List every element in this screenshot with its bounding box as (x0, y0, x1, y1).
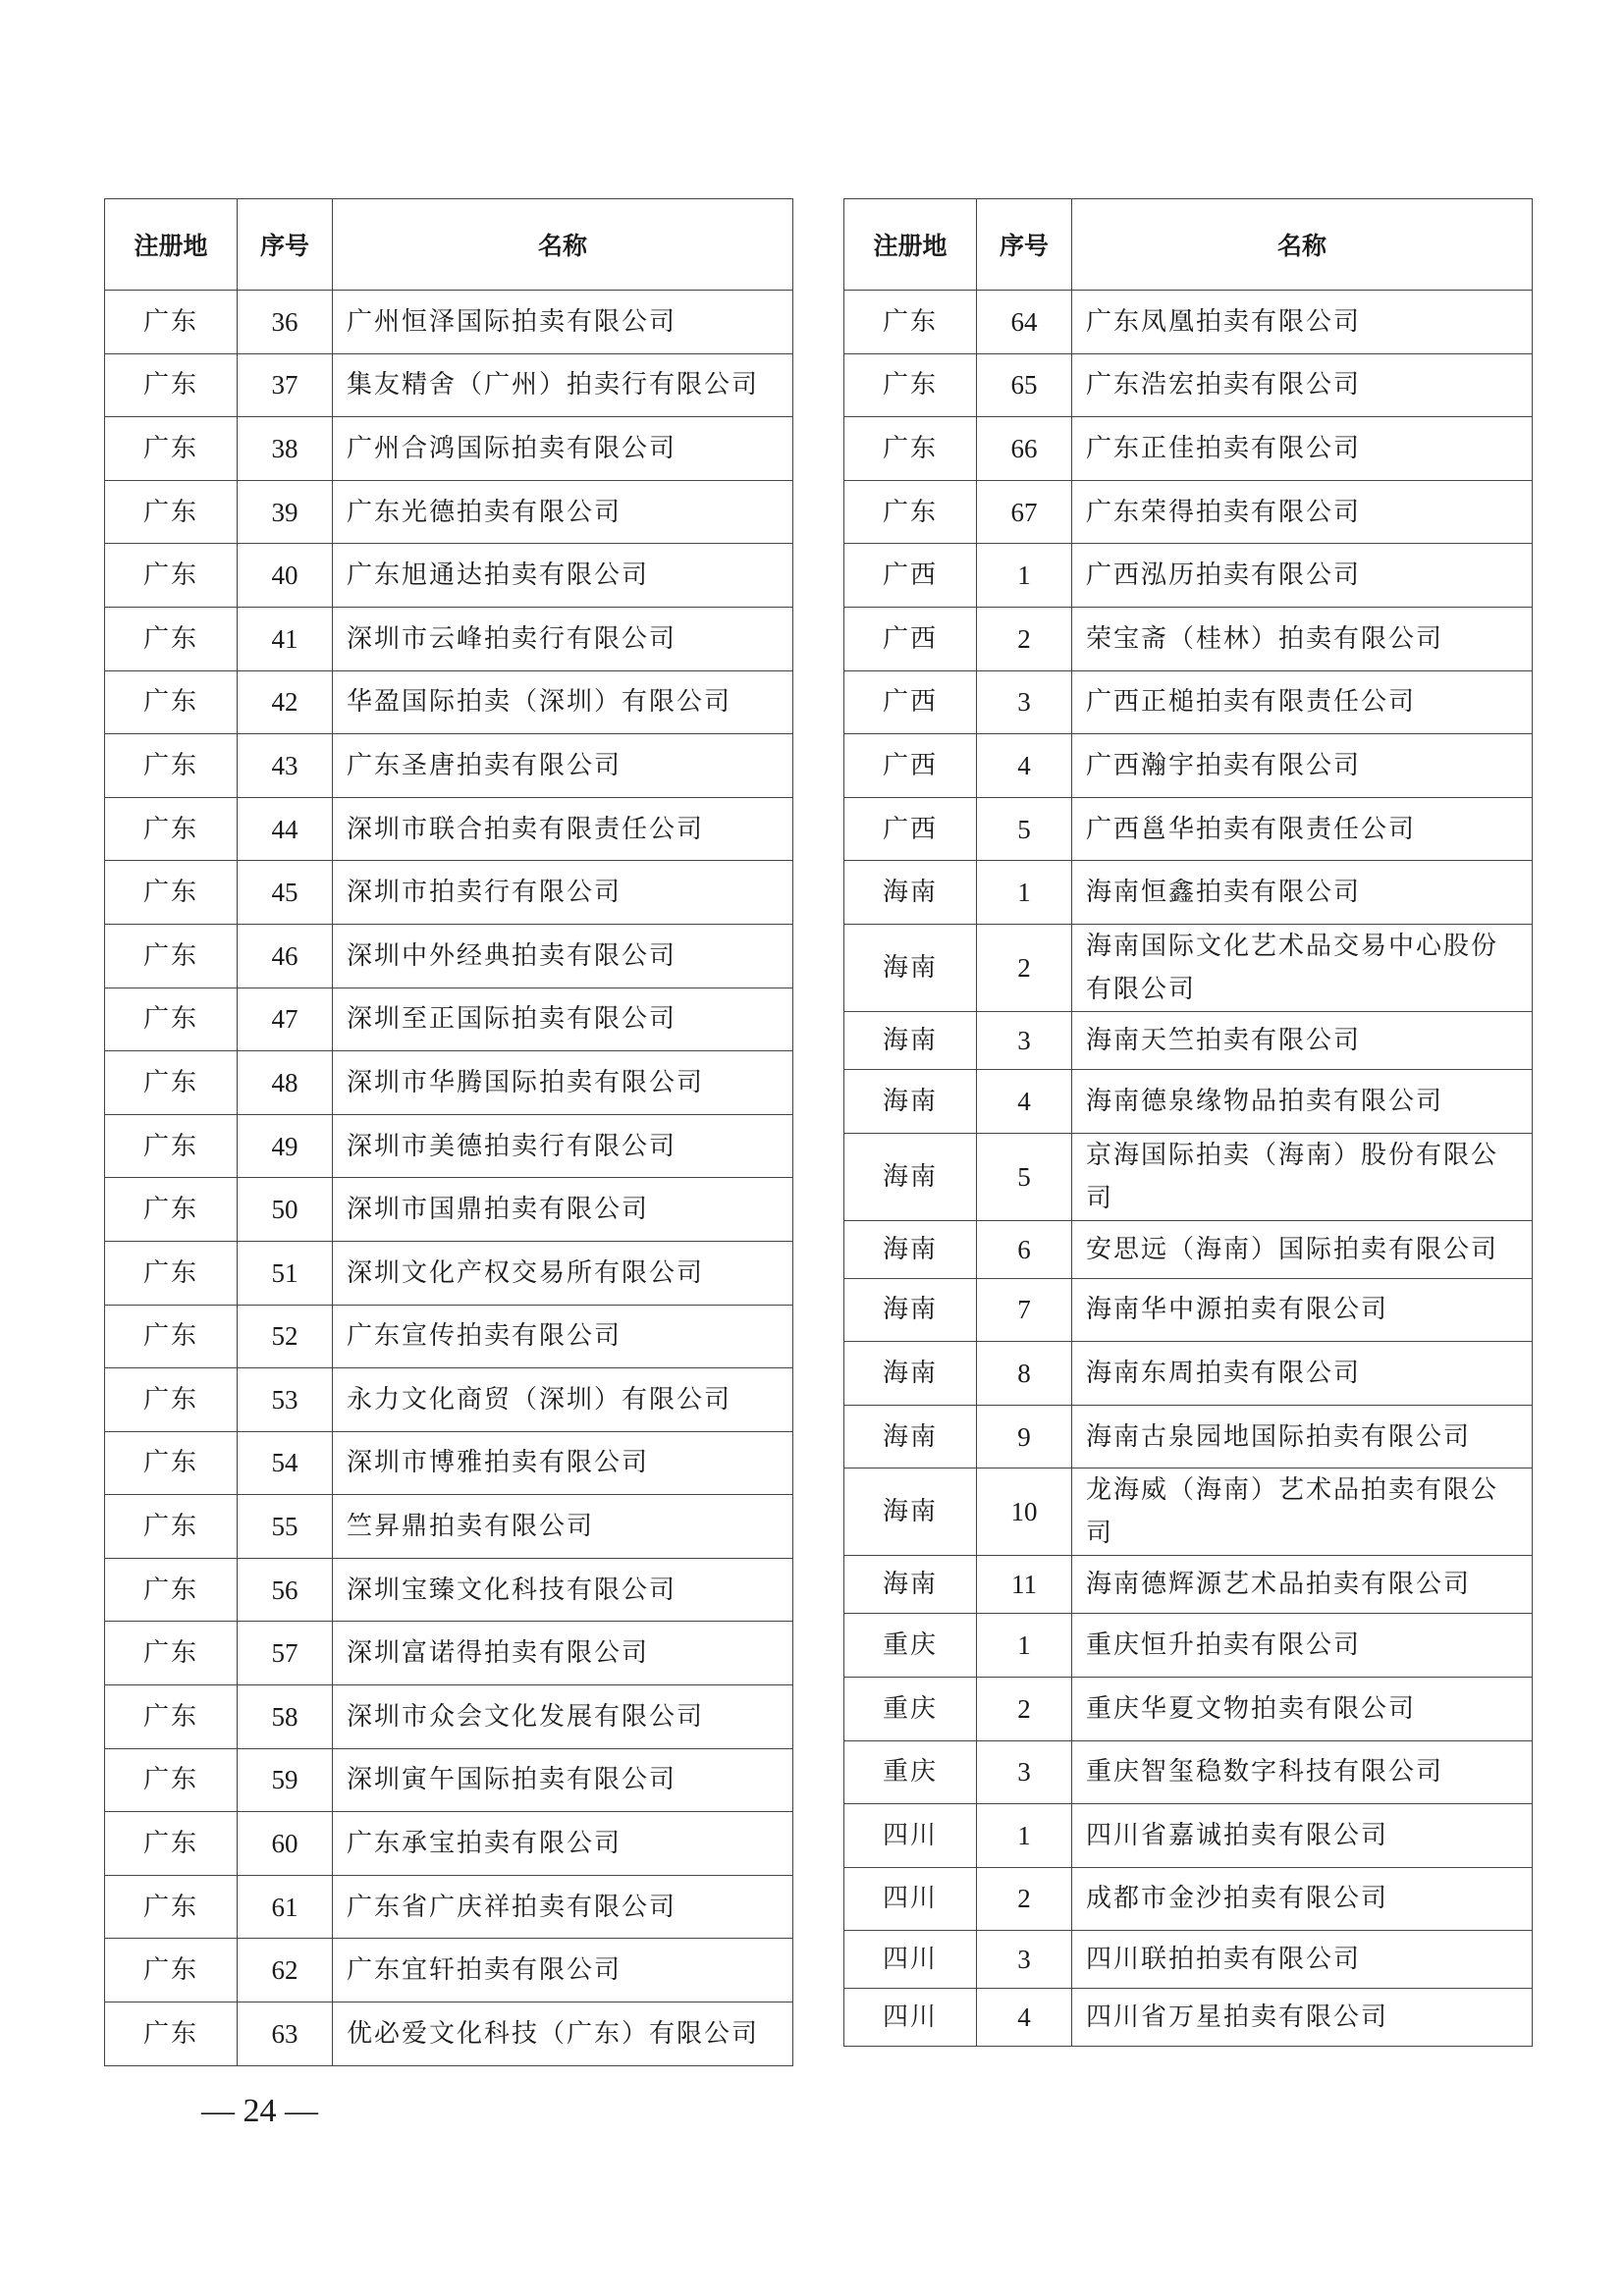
cell-region: 广东 (105, 2002, 238, 2066)
cell-number: 38 (238, 417, 333, 481)
table-row (105, 1051, 793, 1115)
cell-region: 海南 (844, 1133, 977, 1220)
cell-region: 广东 (105, 924, 238, 988)
cell-number: 59 (238, 1748, 333, 1812)
table-row (105, 734, 793, 798)
cell-number: 43 (238, 734, 333, 798)
cell-name: 海南德辉源艺术品拍卖有限公司 (1072, 1556, 1533, 1614)
cell-number: 37 (238, 353, 333, 417)
cell-number: 55 (238, 1495, 333, 1559)
cell-number: 58 (238, 1685, 333, 1749)
cell-region: 四川 (844, 1804, 977, 1868)
table-row (844, 1468, 1533, 1556)
cell-name: 广州恒泽国际拍卖有限公司 (333, 291, 793, 354)
cell-name: 集友精舍（广州）拍卖行有限公司 (333, 353, 793, 417)
cell-name: 深圳文化产权交易所有限公司 (333, 1241, 793, 1305)
table-row (844, 353, 1533, 417)
cell-region: 广东 (105, 1812, 238, 1876)
cell-region: 广东 (105, 734, 238, 798)
cell-number: 50 (238, 1178, 333, 1242)
cell-region: 广东 (105, 291, 238, 354)
cell-name: 广东承宝拍卖有限公司 (333, 1812, 793, 1876)
cell-number: 4 (977, 734, 1072, 798)
cell-region: 广东 (105, 1368, 238, 1432)
table-row (105, 924, 793, 988)
cell-name: 广东光德拍卖有限公司 (333, 480, 793, 544)
cell-name: 广东荣得拍卖有限公司 (1072, 480, 1533, 544)
cell-name: 深圳市拍卖行有限公司 (333, 861, 793, 925)
cell-name: 深圳至正国际拍卖有限公司 (333, 988, 793, 1051)
table-row (844, 291, 1533, 354)
cell-number: 54 (238, 1431, 333, 1495)
cell-number: 40 (238, 544, 333, 608)
table-row (844, 417, 1533, 481)
cell-name: 安思远（海南）国际拍卖有限公司 (1072, 1220, 1533, 1278)
table-row (844, 1614, 1533, 1678)
cell-name: 广西瀚宇拍卖有限公司 (1072, 734, 1533, 798)
table-row (105, 1178, 793, 1242)
cell-name: 广州合鸿国际拍卖有限公司 (333, 417, 793, 481)
table-row (844, 544, 1533, 608)
cell-region: 海南 (844, 1220, 977, 1278)
cell-number: 67 (977, 480, 1072, 544)
table-row (105, 1812, 793, 1876)
cell-name: 深圳市博雅拍卖有限公司 (333, 1431, 793, 1495)
cell-number: 65 (977, 353, 1072, 417)
cell-number: 7 (977, 1278, 1072, 1342)
cell-region: 四川 (844, 1867, 977, 1931)
cell-name: 深圳市华腾国际拍卖有限公司 (333, 1051, 793, 1115)
table-row (105, 1939, 793, 2002)
cell-region: 广东 (105, 1178, 238, 1242)
cell-name: 成都市金沙拍卖有限公司 (1072, 1867, 1533, 1931)
cell-number: 53 (238, 1368, 333, 1432)
cell-region: 广西 (844, 607, 977, 670)
cell-number: 61 (238, 1875, 333, 1939)
auction-company-table-left (104, 198, 793, 2066)
table-row (844, 1342, 1533, 1406)
table-row (844, 1069, 1533, 1133)
cell-number: 2 (977, 1867, 1072, 1931)
cell-number: 48 (238, 1051, 333, 1115)
cell-region: 四川 (844, 1931, 977, 1989)
cell-number: 2 (977, 607, 1072, 670)
cell-region: 广东 (105, 797, 238, 861)
cell-number: 42 (238, 670, 333, 734)
cell-region: 广东 (105, 861, 238, 925)
cell-number: 5 (977, 797, 1072, 861)
cell-number: 45 (238, 861, 333, 925)
cell-number: 39 (238, 480, 333, 544)
cell-region: 广东 (844, 291, 977, 354)
cell-name: 深圳市美德拍卖行有限公司 (333, 1114, 793, 1178)
table-row (105, 291, 793, 354)
cell-region: 海南 (844, 1069, 977, 1133)
cell-name: 广东旭通达拍卖有限公司 (333, 544, 793, 608)
cell-region: 广东 (105, 1241, 238, 1305)
table-row (844, 1133, 1533, 1220)
cell-region: 广东 (105, 1051, 238, 1115)
cell-number: 51 (238, 1241, 333, 1305)
table-row (105, 1748, 793, 1812)
cell-name: 京海国际拍卖（海南）股份有限公司 (1072, 1133, 1533, 1220)
cell-name: 海南恒鑫拍卖有限公司 (1072, 861, 1533, 925)
cell-name: 深圳中外经典拍卖有限公司 (333, 924, 793, 988)
cell-name: 深圳市云峰拍卖行有限公司 (333, 607, 793, 670)
cell-number: 9 (977, 1405, 1072, 1468)
cell-region: 广西 (844, 734, 977, 798)
table-row (844, 1804, 1533, 1868)
cell-name: 龙海威（海南）艺术品拍卖有限公司 (1072, 1468, 1533, 1556)
cell-name: 海南国际文化艺术品交易中心股份有限公司 (1072, 924, 1533, 1011)
header-name: 名称 (1072, 199, 1533, 291)
table-row (105, 544, 793, 608)
table-row (844, 670, 1533, 734)
cell-number: 1 (977, 861, 1072, 925)
table-row (844, 480, 1533, 544)
cell-number: 6 (977, 1220, 1072, 1278)
cell-region: 广东 (105, 1305, 238, 1368)
table-row (105, 988, 793, 1051)
cell-number: 3 (977, 670, 1072, 734)
table-row (844, 1405, 1533, 1468)
table-row (844, 1278, 1533, 1342)
table-row (105, 2002, 793, 2066)
cell-name: 优必爱文化科技（广东）有限公司 (333, 2002, 793, 2066)
cell-name: 广东省广庆祥拍卖有限公司 (333, 1875, 793, 1939)
cell-region: 广西 (844, 670, 977, 734)
table-row (105, 607, 793, 670)
cell-name: 广西泓历拍卖有限公司 (1072, 544, 1533, 608)
cell-name: 重庆智玺稳数字科技有限公司 (1072, 1740, 1533, 1804)
cell-name: 广西正槌拍卖有限责任公司 (1072, 670, 1533, 734)
table-row (844, 607, 1533, 670)
cell-number: 60 (238, 1812, 333, 1876)
cell-region: 广东 (105, 607, 238, 670)
table-row (105, 797, 793, 861)
table-row (844, 1677, 1533, 1740)
cell-name: 海南德泉缘物品拍卖有限公司 (1072, 1069, 1533, 1133)
cell-name: 广东宜轩拍卖有限公司 (333, 1939, 793, 2002)
table-row (105, 1495, 793, 1559)
cell-name: 华盈国际拍卖（深圳）有限公司 (333, 670, 793, 734)
table-row (105, 1875, 793, 1939)
cell-number: 47 (238, 988, 333, 1051)
cell-number: 41 (238, 607, 333, 670)
cell-name: 广东宣传拍卖有限公司 (333, 1305, 793, 1368)
cell-number: 36 (238, 291, 333, 354)
cell-region: 广东 (105, 1558, 238, 1622)
cell-region: 广东 (105, 1114, 238, 1178)
cell-region: 广东 (105, 1685, 238, 1749)
cell-name: 重庆恒升拍卖有限公司 (1072, 1614, 1533, 1678)
cell-region: 海南 (844, 924, 977, 1011)
cell-number: 56 (238, 1558, 333, 1622)
table-body-left (105, 291, 793, 2066)
cell-region: 广西 (844, 544, 977, 608)
table-row (105, 1114, 793, 1178)
table-row (844, 734, 1533, 798)
cell-region: 广东 (105, 480, 238, 544)
cell-number: 1 (977, 544, 1072, 608)
cell-region: 广东 (105, 417, 238, 481)
cell-number: 62 (238, 1939, 333, 2002)
table-body-right (844, 291, 1533, 2047)
cell-region: 海南 (844, 1556, 977, 1614)
table-row (105, 1622, 793, 1685)
cell-name: 广东浩宏拍卖有限公司 (1072, 353, 1533, 417)
table-header-row (844, 199, 1533, 291)
cell-number: 52 (238, 1305, 333, 1368)
cell-name: 海南天竺拍卖有限公司 (1072, 1011, 1533, 1069)
table-row (844, 1740, 1533, 1804)
header-region: 注册地 (844, 199, 977, 291)
table-row (105, 861, 793, 925)
table-row (105, 1431, 793, 1495)
cell-number: 3 (977, 1931, 1072, 1989)
table-row (105, 1368, 793, 1432)
table-row (844, 1931, 1533, 1989)
cell-number: 46 (238, 924, 333, 988)
cell-region: 广东 (105, 670, 238, 734)
cell-number: 66 (977, 417, 1072, 481)
cell-region: 广东 (105, 1939, 238, 2002)
cell-name: 四川省万星拍卖有限公司 (1072, 1989, 1533, 2047)
cell-region: 广东 (105, 1748, 238, 1812)
header-region: 注册地 (105, 199, 238, 291)
cell-number: 2 (977, 924, 1072, 1011)
cell-name: 荣宝斋（桂林）拍卖有限公司 (1072, 607, 1533, 670)
cell-name: 海南东周拍卖有限公司 (1072, 1342, 1533, 1406)
table-row (844, 1011, 1533, 1069)
cell-number: 3 (977, 1740, 1072, 1804)
cell-number: 4 (977, 1069, 1072, 1133)
cell-name: 深圳寅午国际拍卖有限公司 (333, 1748, 793, 1812)
cell-region: 广东 (105, 1875, 238, 1939)
cell-number: 1 (977, 1804, 1072, 1868)
table-row (105, 1685, 793, 1749)
cell-region: 四川 (844, 1989, 977, 2047)
cell-region: 广东 (844, 353, 977, 417)
header-number: 序号 (977, 199, 1072, 291)
table-row (105, 417, 793, 481)
cell-region: 海南 (844, 1405, 977, 1468)
cell-number: 64 (977, 291, 1072, 354)
cell-number: 10 (977, 1468, 1072, 1556)
cell-region: 重庆 (844, 1614, 977, 1678)
table-row (105, 1241, 793, 1305)
cell-name: 深圳宝臻文化科技有限公司 (333, 1558, 793, 1622)
cell-region: 广东 (105, 1622, 238, 1685)
cell-region: 海南 (844, 1468, 977, 1556)
cell-number: 63 (238, 2002, 333, 2066)
cell-number: 3 (977, 1011, 1072, 1069)
table-row (105, 670, 793, 734)
cell-name: 广西邕华拍卖有限责任公司 (1072, 797, 1533, 861)
cell-number: 44 (238, 797, 333, 861)
auction-company-table-right (843, 198, 1533, 2047)
cell-region: 广东 (105, 544, 238, 608)
cell-number: 57 (238, 1622, 333, 1685)
table-row (105, 1305, 793, 1368)
table-row (844, 861, 1533, 925)
cell-region: 重庆 (844, 1677, 977, 1740)
cell-name: 广东正佳拍卖有限公司 (1072, 417, 1533, 481)
table-header-row (105, 199, 793, 291)
cell-region: 海南 (844, 1011, 977, 1069)
table-row (844, 1220, 1533, 1278)
cell-region: 海南 (844, 861, 977, 925)
cell-number: 49 (238, 1114, 333, 1178)
table-row (844, 1556, 1533, 1614)
cell-number: 1 (977, 1614, 1072, 1678)
cell-region: 重庆 (844, 1740, 977, 1804)
cell-number: 11 (977, 1556, 1072, 1614)
cell-name: 四川省嘉诚拍卖有限公司 (1072, 1804, 1533, 1868)
cell-number: 2 (977, 1677, 1072, 1740)
cell-name: 竺昇鼎拍卖有限公司 (333, 1495, 793, 1559)
header-number: 序号 (238, 199, 333, 291)
cell-name: 广东凤凰拍卖有限公司 (1072, 291, 1533, 354)
cell-name: 永力文化商贸（深圳）有限公司 (333, 1368, 793, 1432)
cell-region: 广西 (844, 797, 977, 861)
cell-number: 4 (977, 1989, 1072, 2047)
cell-name: 深圳市众会文化发展有限公司 (333, 1685, 793, 1749)
cell-region: 广东 (844, 480, 977, 544)
cell-number: 8 (977, 1342, 1072, 1406)
cell-name: 海南古泉园地国际拍卖有限公司 (1072, 1405, 1533, 1468)
header-name: 名称 (333, 199, 793, 291)
cell-name: 深圳市联合拍卖有限责任公司 (333, 797, 793, 861)
cell-name: 海南华中源拍卖有限公司 (1072, 1278, 1533, 1342)
table-row (105, 480, 793, 544)
cell-name: 广东圣唐拍卖有限公司 (333, 734, 793, 798)
cell-name: 重庆华夏文物拍卖有限公司 (1072, 1677, 1533, 1740)
page-number: — 24 — (201, 2093, 318, 2129)
cell-region: 广东 (105, 1431, 238, 1495)
table-row (844, 797, 1533, 861)
cell-number: 5 (977, 1133, 1072, 1220)
table-row (844, 1867, 1533, 1931)
table-row (844, 1989, 1533, 2047)
cell-region: 广东 (844, 417, 977, 481)
cell-region: 广东 (105, 988, 238, 1051)
cell-region: 海南 (844, 1342, 977, 1406)
table-row (105, 353, 793, 417)
table-row (844, 924, 1533, 1011)
table-row (105, 1558, 793, 1622)
cell-name: 四川联拍拍卖有限公司 (1072, 1931, 1533, 1989)
cell-region: 广东 (105, 353, 238, 417)
cell-region: 海南 (844, 1278, 977, 1342)
cell-region: 广东 (105, 1495, 238, 1559)
cell-name: 深圳富诺得拍卖有限公司 (333, 1622, 793, 1685)
cell-name: 深圳市国鼎拍卖有限公司 (333, 1178, 793, 1242)
